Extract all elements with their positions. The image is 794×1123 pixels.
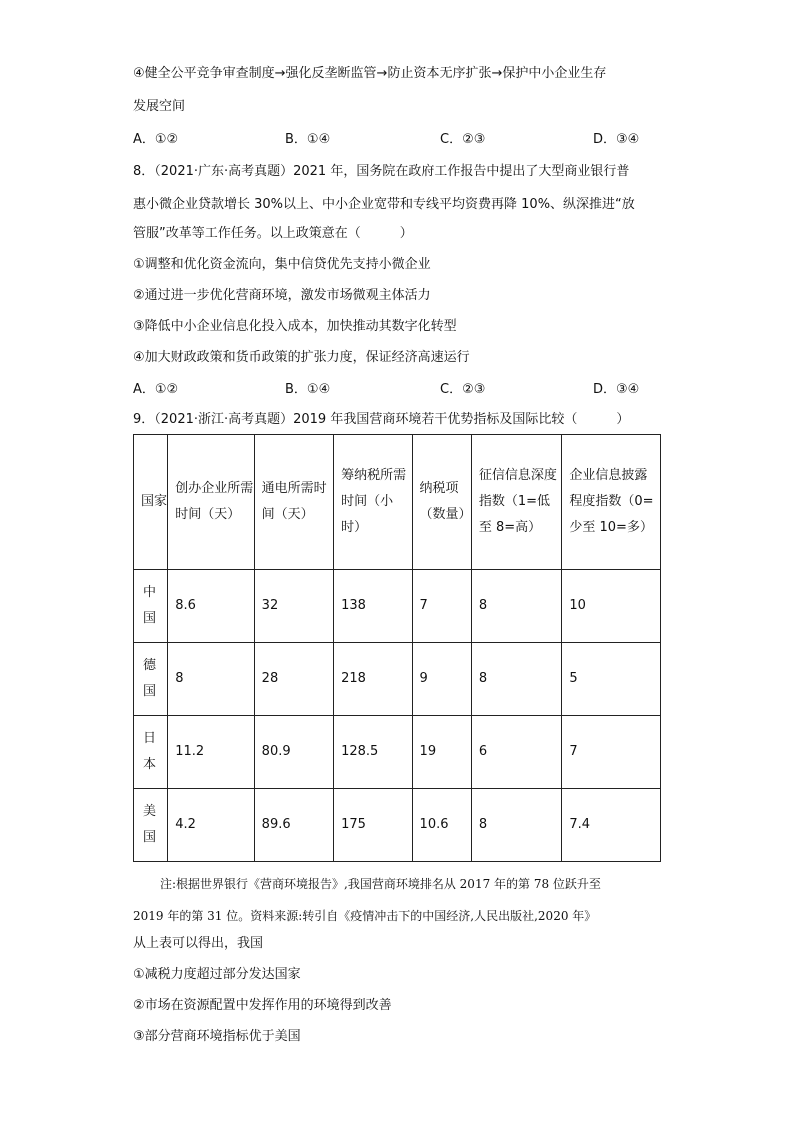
header-tax-items: 纳税项（数量） xyxy=(412,435,471,570)
q8-option-a[interactable]: A．①② xyxy=(133,382,179,397)
q9-note-line2: 2019 年的第 31 位。资料来源:转引自《疫情冲击下的中国经济,人民出版社,2020 年》 xyxy=(133,909,597,923)
q8-item-2: ②通过进一步优化营商环境，激发市场微观主体活力 xyxy=(133,288,431,303)
header-credit-index: 征信信息深度指数（1=低至 8=高） xyxy=(471,435,562,570)
business-environment-table xyxy=(133,434,661,862)
table-row xyxy=(134,643,661,716)
table-cell: 6 xyxy=(471,716,562,789)
q9-item-1: ①减税力度超过部分发达国家 xyxy=(133,967,301,982)
q9-item-2: ②市场在资源配置中发挥作用的环境得到改善 xyxy=(133,998,392,1013)
table-cell: 5 xyxy=(562,643,661,716)
table-cell: 7 xyxy=(562,716,661,789)
table-cell: 7 xyxy=(412,570,471,643)
q8-option-d[interactable]: D．③④ xyxy=(593,382,640,397)
q7-option-d[interactable]: D．③④ xyxy=(593,132,640,147)
q9-stem: 9．（2021·浙江·高考真题）2019 年我国营商环境若干优势指标及国际比较（ ） xyxy=(133,412,630,427)
q7-option-c[interactable]: C．②③ xyxy=(440,132,486,147)
q7-options xyxy=(133,130,663,150)
q7-item-4-line1: ④健全公平竞争审查制度→强化反垄断监管→防止资本无序扩张→保护中小企业生存 xyxy=(133,66,607,81)
q8-options xyxy=(133,380,663,400)
q8-stem-line2: 惠小微企业贷款增长 30%以上、中小企业宽带和专线平均资费再降 10%、纵深推进“放 xyxy=(133,197,635,212)
table-cell: 89.6 xyxy=(254,789,333,862)
table-cell: 175 xyxy=(334,789,412,862)
table-cell: 10.6 xyxy=(412,789,471,862)
header-country: 国家 xyxy=(134,435,168,570)
table-cell: 8 xyxy=(168,643,254,716)
table-cell: 19 xyxy=(412,716,471,789)
table-cell: 28 xyxy=(254,643,333,716)
q8-stem-line1: 8．（2021·广东·高考真题）2021 年，国务院在政府工作报告中提出了大型商业银行普 xyxy=(133,164,630,179)
row-country: 日本 xyxy=(134,716,168,789)
q8-stem-line3: 管服”改革等工作任务。以上政策意在（ ） xyxy=(133,226,413,241)
table-row xyxy=(134,716,661,789)
q7-item-4-line2: 发展空间 xyxy=(133,99,186,114)
table-cell: 32 xyxy=(254,570,333,643)
table-cell: 4.2 xyxy=(168,789,254,862)
q7-option-b[interactable]: B．①④ xyxy=(285,132,331,147)
q8-item-4: ④加大财政政策和货币政策的扩张力度，保证经济高速运行 xyxy=(133,350,470,365)
table-cell: 8.6 xyxy=(168,570,254,643)
row-country: 德国 xyxy=(134,643,168,716)
table-cell: 80.9 xyxy=(254,716,333,789)
table-cell: 128.5 xyxy=(334,716,412,789)
table-cell: 10 xyxy=(562,570,661,643)
table-cell: 8 xyxy=(471,789,562,862)
table-row xyxy=(134,570,661,643)
table-cell: 9 xyxy=(412,643,471,716)
table-cell: 8 xyxy=(471,643,562,716)
header-startup-time: 创办企业所需时间（天） xyxy=(168,435,254,570)
row-country: 美国 xyxy=(134,789,168,862)
q8-option-c[interactable]: C．②③ xyxy=(440,382,486,397)
q9-item-3: ③部分营商环境指标优于美国 xyxy=(133,1029,301,1044)
q8-item-3: ③降低中小企业信息化投入成本，加快推动其数字化转型 xyxy=(133,319,457,334)
q9-note-line1: 注:根据世界银行《营商环境报告》,我国营商环境排名从 2017 年的第 78 位跃升至 xyxy=(160,877,601,891)
q8-option-b[interactable]: B．①④ xyxy=(285,382,331,397)
table-cell: 138 xyxy=(334,570,412,643)
table-cell: 8 xyxy=(471,570,562,643)
header-disclosure-index: 企业信息披露程度指数（0=少至 10=多） xyxy=(562,435,661,570)
table-cell: 11.2 xyxy=(168,716,254,789)
table-cell: 7.4 xyxy=(562,789,661,862)
table-header-row xyxy=(134,435,661,570)
q9-lead: 从上表可以得出，我国 xyxy=(133,936,264,951)
header-tax-time: 筹纳税所需时间（小时） xyxy=(334,435,412,570)
table-cell: 218 xyxy=(334,643,412,716)
q8-item-1: ①调整和优化资金流向，集中信贷优先支持小微企业 xyxy=(133,257,431,272)
row-country: 中国 xyxy=(134,570,168,643)
q7-option-a[interactable]: A．①② xyxy=(133,132,179,147)
header-electricity-time: 通电所需时间（天） xyxy=(254,435,333,570)
table-row xyxy=(134,789,661,862)
